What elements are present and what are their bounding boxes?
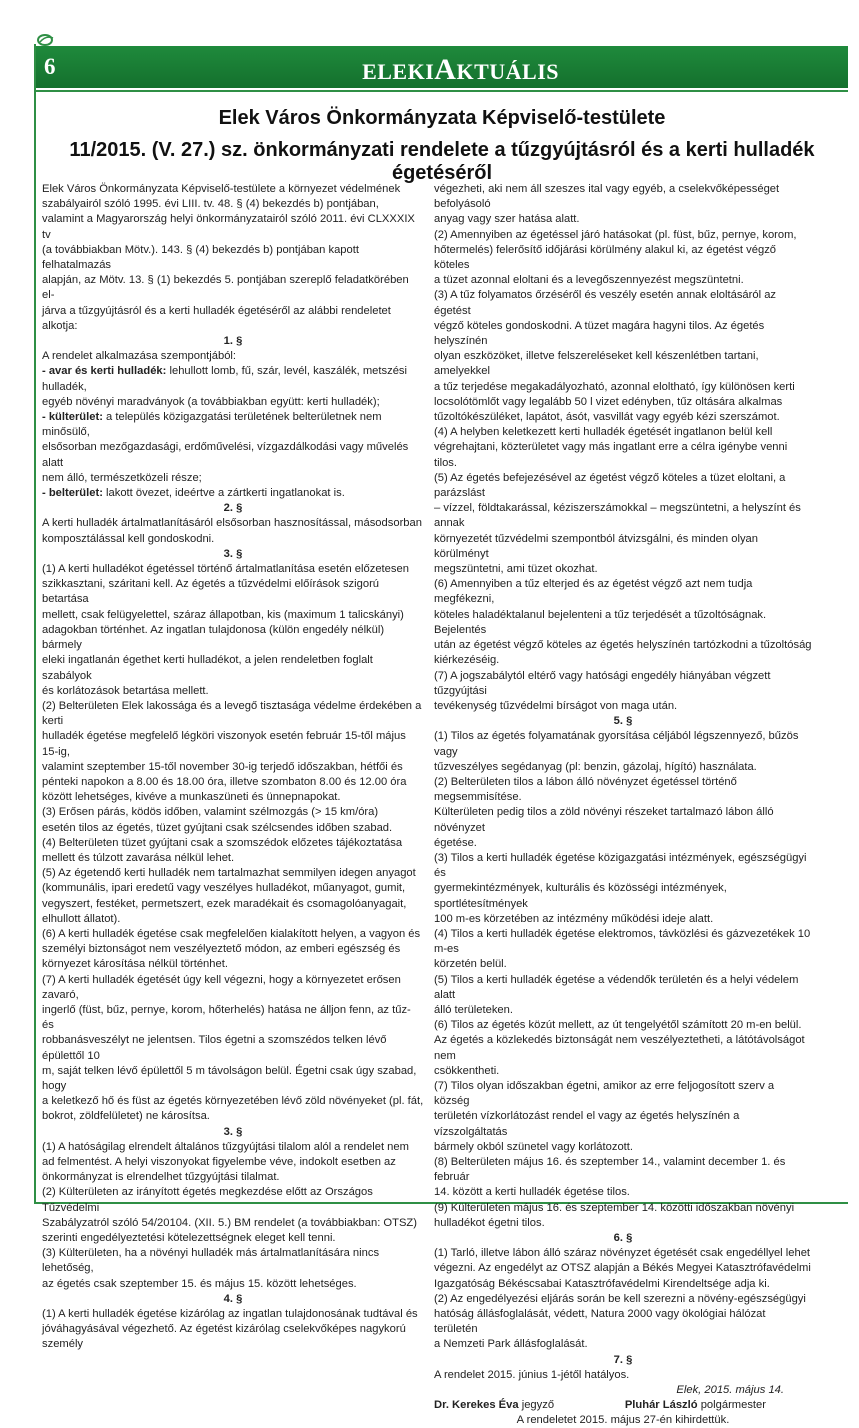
text-line: olyan eszközöket, illetve felszereléseket kell készenlétben tartani, amelyekkel [434,350,759,378]
text-line: (2) Belterületen Elek lakossága és a levegő tisztasága védelme érdekében a kerti [42,699,422,728]
text-line: (3) Erősen párás, ködös időben, valamint szélmozgás (> 15 km/óra) [42,806,379,819]
text-line: ingerlő (füst, bűz, pernye, korom, hőterhelés) hatása ne álljon fenn, az tűz- és [42,1003,411,1032]
text-line: (3) A tűz folyamatos őrzéséről és veszély esetén annak eloltásáról az égetést [434,289,777,317]
text-line: m, saját telken lévő épülettől 5 m távolságon belül. Égetni csak úgy szabad, hogy [42,1064,417,1092]
definition-garden-waste [42,364,424,410]
intro-paragraph [42,182,424,334]
text-line: Az égetés a közlekedés biztonságát nem veszélyeztetheti, a látótávolságot nem [434,1034,805,1062]
text-line: önkormányzat is elrendelhet tűzgyújtási tilalmat. [42,1171,280,1184]
text-line: végző köteles gondoskodni. A tüzet magára hagyni tilos. Az égetés helyszínén [434,319,765,348]
signature-row [434,1398,812,1413]
mayor-name: Pluhár László [624,1399,698,1412]
text-line: között lehetséges, kivéve a munkaszüneti és ünnepnapokat. [42,791,341,804]
text-line: (3) Külterületen, ha a növényi hulladék más ártalmatlanítására nincs lehetőség, [42,1247,380,1275]
text-line: (5) Az égetendő kerti hulladék nem tartalmazhat semmilyen idegen anyagot [42,867,416,880]
definition-term: - avar és kerti hulladék: [42,365,167,378]
mayor-signature [625,1398,766,1413]
section-6-heading: 6. § [613,1232,633,1245]
text-line: végezni. Az engedélyt az OTSZ alapján a Békés Megyei Katasztrófavédelmi [434,1262,811,1275]
masthead-initial: A [434,53,457,86]
text-line: anyag vagy szer hatása alatt. [434,213,580,226]
text-line: (5) Az égetés befejezésével az égetést végző köteles a tüzet eloltani, a parázslást [434,471,786,500]
definition-text: lakott övezet, ideértve a zártkerti ingatlanokat is. [102,487,345,500]
text-line: (6) Amennyiben a tűz elterjed és az égetést végző azt nem tudja megfékezni, [434,578,753,606]
text-line: (4) Tilos a kerti hulladék égetése elektromos, távközlési és gázvezetékek 10 m-es [434,927,811,956]
text-line: (7) A kerti hulladék égetését úgy kell végezni, hogy a környezetet erősen zavaró, [42,973,401,1001]
section-3-heading: 3. § [223,547,243,560]
text-line: (a továbbiakban Mötv.). 143. § (4) bekezdés b) pontjában kapott felhatalmazás [42,243,359,272]
text-line: (6) A kerti hulladék égetése csak megfelelően kialakított helyen, a vagyon és [42,927,421,940]
text-line: (1) Tilos az égetés folyamatának gyorsítása céljából légszennyező, bűzös vagy [434,730,799,758]
notary-title: jegyző [518,1399,555,1412]
text-line: környezet károsítása nélkül történhet. [42,958,228,971]
mayor-title: polgármester [697,1399,766,1412]
text-line: valamint szeptember 15-től november 30-ig terjedő időszakban, hétfői és [42,760,403,773]
text-line: pénteki napokon a 8.00 és 18.00 óra, illetve szombaton 8.00 és 12.00 óra [42,775,407,788]
text-line: a település közigazgatási területének belterületnek nem minősülő, [42,411,382,439]
text-line: komposztálással kell gondoskodni. [42,532,215,545]
definition-inner-area [42,486,424,501]
section-2-body [42,516,424,546]
text-line: járva a tűzgyújtásról és a kerti hulladék égetéséről az alábbi rendeletet alkotja: [42,304,391,332]
section-1-heading: 1. § [223,335,243,348]
text-line: (2) Az engedélyezési eljárás során be kell szerezni a növény-egészségügyi [434,1292,806,1305]
text-line: (2) Belterületen tilos a lábon álló növényzet égetéssel történő megsemmisítése. [434,775,737,804]
text-line: locsolótömlőt vagy legalább 50 l vizet edényben, tűz oltására alkalmas [434,395,783,408]
masthead-prefix: ELEKI [362,59,435,84]
text-line: mellett, csak felügyelettel, száraz állapotban, kis (maximum 1 talicskányi) [42,608,404,621]
text-line: végezheti, aki nem áll szeszes ital vagy egyéb, a cselekvőképességet befolyásoló [434,183,780,211]
section-4-heading: 4. § [223,1292,243,1305]
notary-signature [434,1398,554,1413]
text-line: esetén tilos az égetés, tüzet gyújtani csak szélcsendes időben szabad. [42,821,393,834]
text-line: (3) Tilos a kerti hulladék égetése közigazgatási intézmények, egészségügyi és [434,851,807,880]
text-line: hulladékot égetni tilos. [434,1216,545,1229]
text-line: (1) A kerti hulladék égetése kizárólag az ingatlan tulajdonosának tudtával és [42,1308,418,1321]
text-line: a tűz terjedése megakadályozható, azonnal eloltható, így különösen kerti [434,380,795,393]
text-line: hulladék égetése megfelelő légköri viszonyok esetén február 15-től május 15-ig, [42,730,406,758]
definition-outskirts [42,410,424,486]
text-line: egyéb növényi maradványok (a továbbiakban együtt: kerti hulladék); [42,395,380,408]
text-line: területén vízkorlátozást rendel el vagy az égetés helyszínén a vízszolgáltatás [434,1110,740,1138]
text-line: égetése. [434,836,477,849]
text-line: lehullott lomb, fű, szár, levél, kaszálék, metszési hulladék, [42,365,408,393]
text-line: A kerti hulladék ártalmatlanításáról elsősorban hasznosítással, másodsorban [42,517,422,530]
text-line: szerinti engedélyeztetési kötelezettségnek eleget kell tenni. [42,1232,336,1245]
text-line: személyi biztonságot nem veszélyeztető módon, az emberi egészség és [42,943,401,956]
masthead [362,53,559,87]
text-line: Szabályzatról szóló 54/20104. (XII. 5.) BM rendelet (a továbbiakban: OTSZ) [42,1216,417,1229]
text-line: hatóság állásfoglalását, védett, Natura 2000 vagy ökológiai hálózat területén [434,1308,766,1336]
place-date-row [434,1383,812,1398]
text-line: (7) Tilos olyan időszakban égetni, amikor az erre feljogosított szerv a község [434,1079,775,1108]
text-line: a Nemzeti Park állásfoglalását. [434,1338,588,1351]
text-line: szikkasztani, száritani kell. Az égetés a tűzvédelmi előírások szigorú betartása [42,578,380,606]
section-5-heading: 5. § [613,715,633,728]
place-date: Elek, 2015. május 14. [676,1384,784,1397]
text-line: bármely okból szünetel vagy korlátozott. [434,1140,633,1153]
text-line: (5) Tilos a kerti hulladék égetése a védendők területén és a helyi védelem alatt [434,973,799,1001]
leaf-logo-icon [36,33,56,47]
definition-term: - külterület: [42,411,103,424]
section-1-lead: A rendelet alkalmazása szempontjából: [42,350,237,363]
section-2-heading: 2. § [223,502,243,515]
text-line: (8) Belterületen május 16. és szeptember 14., valamint december 1. és február [434,1156,786,1184]
text-line: (2) Külterületen az irányított égetés megkezdése előtt az Országos Tűzvédelmi [42,1186,373,1214]
text-line: alapján, az Mötv. 13. § (1) bekezdés 5. pontjában szereplő feladatkörében el- [42,274,409,302]
text-line: robbanásveszélyt ne jelentsen. Tilos égetni a szomszédos telken lévő épülettől 10 [42,1034,387,1062]
section-3b-body [42,1140,424,1292]
text-line: köteles haladéktalanul bejelenteni a tűz terjedését a tűzoltóságnak. Bejelentés [434,608,767,636]
text-line: jóváhagyásával végezhető. Az égetést kizárólag cselekvőképes nagykorú személy [42,1323,406,1351]
text-line: vegyszert, festéket, permetszert, ezek maradékait és csomagolóanyagait, [42,897,407,910]
text-line: adagokban történhet. Az ingatlan tulajdonosa (külön engedély nélkül) bármely [42,623,385,652]
page-number: 6 [44,54,56,79]
section-3b-heading: 3. § [223,1125,243,1138]
text-line: végrehajtani, közterületet vagy más ingatlant erre a célra igénybe venni tilos. [434,441,788,469]
text-line: elhullott állatot). [42,912,121,925]
text-line: után az égetést végző köteles az égetés helyszínén tartózkodni a tűzoltóság [434,639,812,652]
text-line: megszüntetni, ami tüzet okozhat. [434,563,598,576]
text-line: nem álló, természetközeli része; [42,471,202,484]
left-column [42,182,424,1353]
text-line: (1) Tarló, illetve lábon álló száraz növényzet égetését csak engedéllyel lehet [434,1247,811,1260]
header-divider [36,90,848,92]
text-line: (7) A jogszabálytól eltérő vagy hatósági engedély hiányában végzett tűzgyújtási [434,669,771,697]
masthead-rest: KTUÁLIS [456,59,559,84]
definition-term: - belterület: [42,487,103,500]
article-title-line1: Elek Város Önkormányzata Képviselő-testülete [218,107,666,129]
text-line: mellett és túlzott zavarása nélkül lehet. [42,851,235,864]
text-line: (2) Amennyiben az égetéssel járó hatásokat (pl. füst, bűz, pernye, korom, [434,228,797,241]
text-line: gyermekintézmények, kulturális és közösségi intézmények, sportlétesítmények [434,882,727,910]
text-line: a tüzet azonnal eloltani és a levegőszennyezést megszüntetni. [434,274,744,287]
text-line: Igazgatóság Békéscsabai Katasztrófavédelmi Kirendeltsége adja ki. [434,1277,770,1290]
text-line: körzetén belül. [434,958,507,971]
notary-name: Dr. Kerekes Éva [434,1399,519,1412]
article-title-line2: 11/2015. (V. 27.) sz. önkormányzati rendelete a tűzgyújtásról és a kerti hulladék égetéséről [69,139,815,184]
section-7-body: A rendelet 2015. június 1-jétől hatályos. [434,1368,630,1381]
text-line: hőtermelés) felerősítő időjárási körülmény alakul ki, az égetést végző köteles [434,243,777,272]
text-line: – vízzel, földtakarással, kéziszerszámokkal – megszüntetni, a helyszínt és annak [434,502,801,530]
text-line: kiérkezéséig. [434,654,500,667]
section-6-body [434,1246,812,1352]
text-line: a keletkező hő és füst az égetés környezetében lévő zöld növényeket (pl. fát, [42,1095,424,1108]
text-line: (9) Külterületen május 16. és szeptember 14. közötti időszakban növényi [434,1201,795,1214]
text-line: (4) Belterületen tüzet gyújtani csak a szomszédok előzetes tájékoztatása [42,836,403,849]
text-line: és korlátozások betartása mellett. [42,684,209,697]
text-line: Külterületen pedig tilos a zöld növényi részeket tartalmazó lábon álló növényzet [434,806,774,834]
text-line: Elek Város Önkormányzata Képviselő-testülete a környezet védelmének [42,183,401,195]
text-line: (4) A helyben keletkezett kerti hulladék égetését ingatlanon belül kell [434,426,773,439]
text-line: ad felmentést. A helyi viszonyokat figyelembe véve, indokolt esetben az [42,1156,396,1168]
text-line: bokrot, zöldfelületet) ne károsítsa. [42,1110,210,1123]
promulgation-note: A rendeletet 2015. május 27-én kihirdettük. [516,1414,730,1427]
text-line: 14. között a kerti hulladék égetése tilos. [434,1186,630,1199]
text-line: (1) A hatóságilag elrendelt általános tűzgyújtási tilalom alól a rendelet nem [42,1140,409,1153]
text-line: (6) Tilos az égetés közút mellett, az út tengelyétől számított 20 m-en belül. [434,1019,802,1032]
text-line: elsősorban mezőgazdasági, erdőművelési, vízgazdálkodási vagy művelés alatt [42,441,409,469]
text-line: (kommunális, ipari eredetű vagy veszélyes hulladékot, műanyagot, gumit, [42,882,406,895]
text-line: tűzoltókészüléket, lapátot, ásót, vasvillát vagy egyéb kézi szerszámot. [434,411,780,424]
text-line: eleki ingatlanán égethet kerti hulladékot, a jelen rendeletben foglalt szabályok [42,654,373,682]
text-line: 100 m-es körzetében az intézmény működési ideje alatt. [434,912,714,925]
text-line: álló területeken. [434,1003,513,1016]
section-5-body [434,729,812,1231]
section-4-continued [434,182,812,714]
text-line: valamint a Magyarország helyi önkormányzatairól szóló 2011. évi CLXXXIX tv [42,213,415,241]
section-3-body [42,562,424,1125]
text-line: csökkentheti. [434,1064,500,1077]
text-line: szabályairól szóló 1995. évi LIII. tv. 48. § (4) bekezdés b) pontjában, [42,198,379,211]
text-line: tűzveszélyes segédanyag (pl: benzin, gázolaj, hígító) használata. [434,760,757,773]
section-4-body [42,1307,424,1353]
text-line: környezetét tűzvédelmi szempontból átvizsgálni, és minden olyan körülményt [434,532,758,560]
text-line: az égetés csak szeptember 15. és május 15. között lehetséges. [42,1277,357,1290]
text-line: tevékenység tűzvédelmi bírságot von maga után. [434,699,678,712]
right-column [434,182,812,1428]
text-line: (1) A kerti hulladékot égetéssel történő ártalmatlanítása esetén előzetesen [42,563,409,576]
section-7-heading: 7. § [613,1353,633,1366]
